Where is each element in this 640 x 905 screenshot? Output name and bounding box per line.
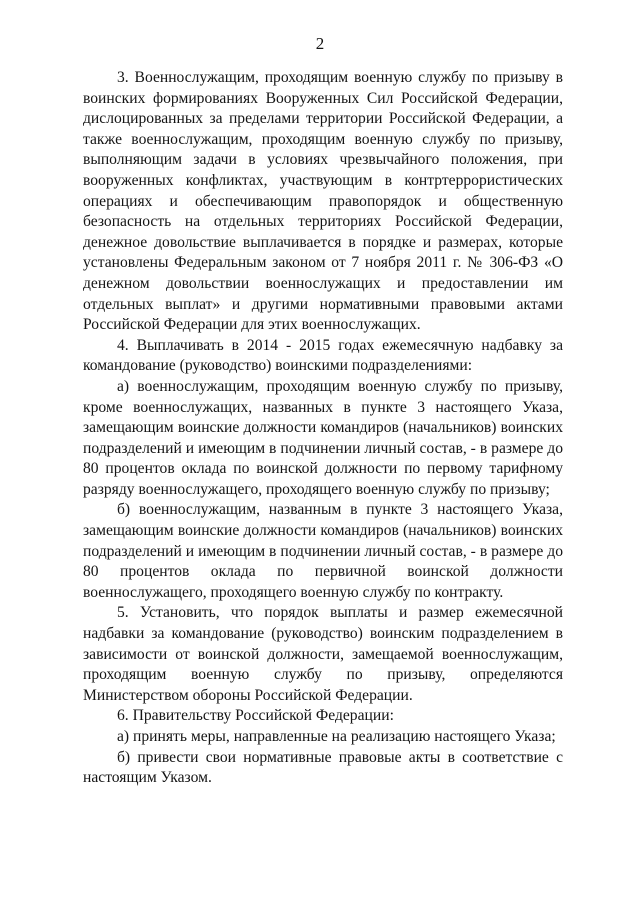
paragraph-4a: а) военнослужащим, проходящим военную службу по призыву, кроме военнослужащих, названных в пункте 3 настоящего Указа, замещающим воинские должности командиров (начальников) воинских подразделений и имеющим в подчинении личный состав, - в размере до 80 процентов оклада по воинской должности по первому тарифному разряду военнослужащего, проходящего военную службу по призыву; xyxy=(83,377,563,498)
paragraph-3: 3. Военнослужащим, проходящим военную службу по призыву в воинских формированиях Вооруженных Сил Российской Федерации, дислоцированных за пределами территории Российской Федерации, а также военнослужащим, проходящим военную службу по призыву, выполняющим задачи в условиях чрезвычайного положения, при вооруженных конфликтах, участвующим в контртеррористических операциях и обеспечивающим правопорядок и общественную безопасность на отдельных территориях Российской Федерации, денежное довольствие выплачивается в порядке и размерах, которые установлены Федеральным законом от 7 ноября 2011 г. № 306-ФЗ «О денежном довольствии военнослужащих и предоставлении им отдельных выплат» и другими нормативными правовыми актами Российской Федерации для этих военнослужащих. xyxy=(83,69,563,334)
paragraph-4b: б) военнослужащим, названным в пункте 3 настоящего Указа, замещающим воинские должности командиров (начальников) воинских подразделений и имеющим в подчинении личный состав, - в размере до 80 процентов оклада по первичной воинской должности военнослужащего, проходящего военную службу по контракту. xyxy=(83,501,563,601)
page-number: 2 xyxy=(315,34,325,53)
paragraph-6a: а) принять меры, направленные на реализацию настоящего Указа; xyxy=(117,728,556,745)
paragraph-6b: б) привести свои нормативные правовые акты в соответствие с настоящим Указом. xyxy=(83,748,563,787)
paragraph-5: 5. Установить, что порядок выплаты и размер ежемесячной надбавки за командование (руководство) воинским подразделением в зависимости от воинской должности, замещаемой военнослужащим, проходящим военную службу по призыву, определяются Министерством обороны Российской Федерации. xyxy=(83,604,563,704)
paragraph-6: 6. Правительству Российской Федерации: xyxy=(117,707,394,725)
paragraph-4: 4. Выплачивать в 2014 - 2015 годах ежемесячную надбавку за командование (руководство) воинскими подразделениями: xyxy=(83,336,563,375)
document-body xyxy=(83,68,563,789)
